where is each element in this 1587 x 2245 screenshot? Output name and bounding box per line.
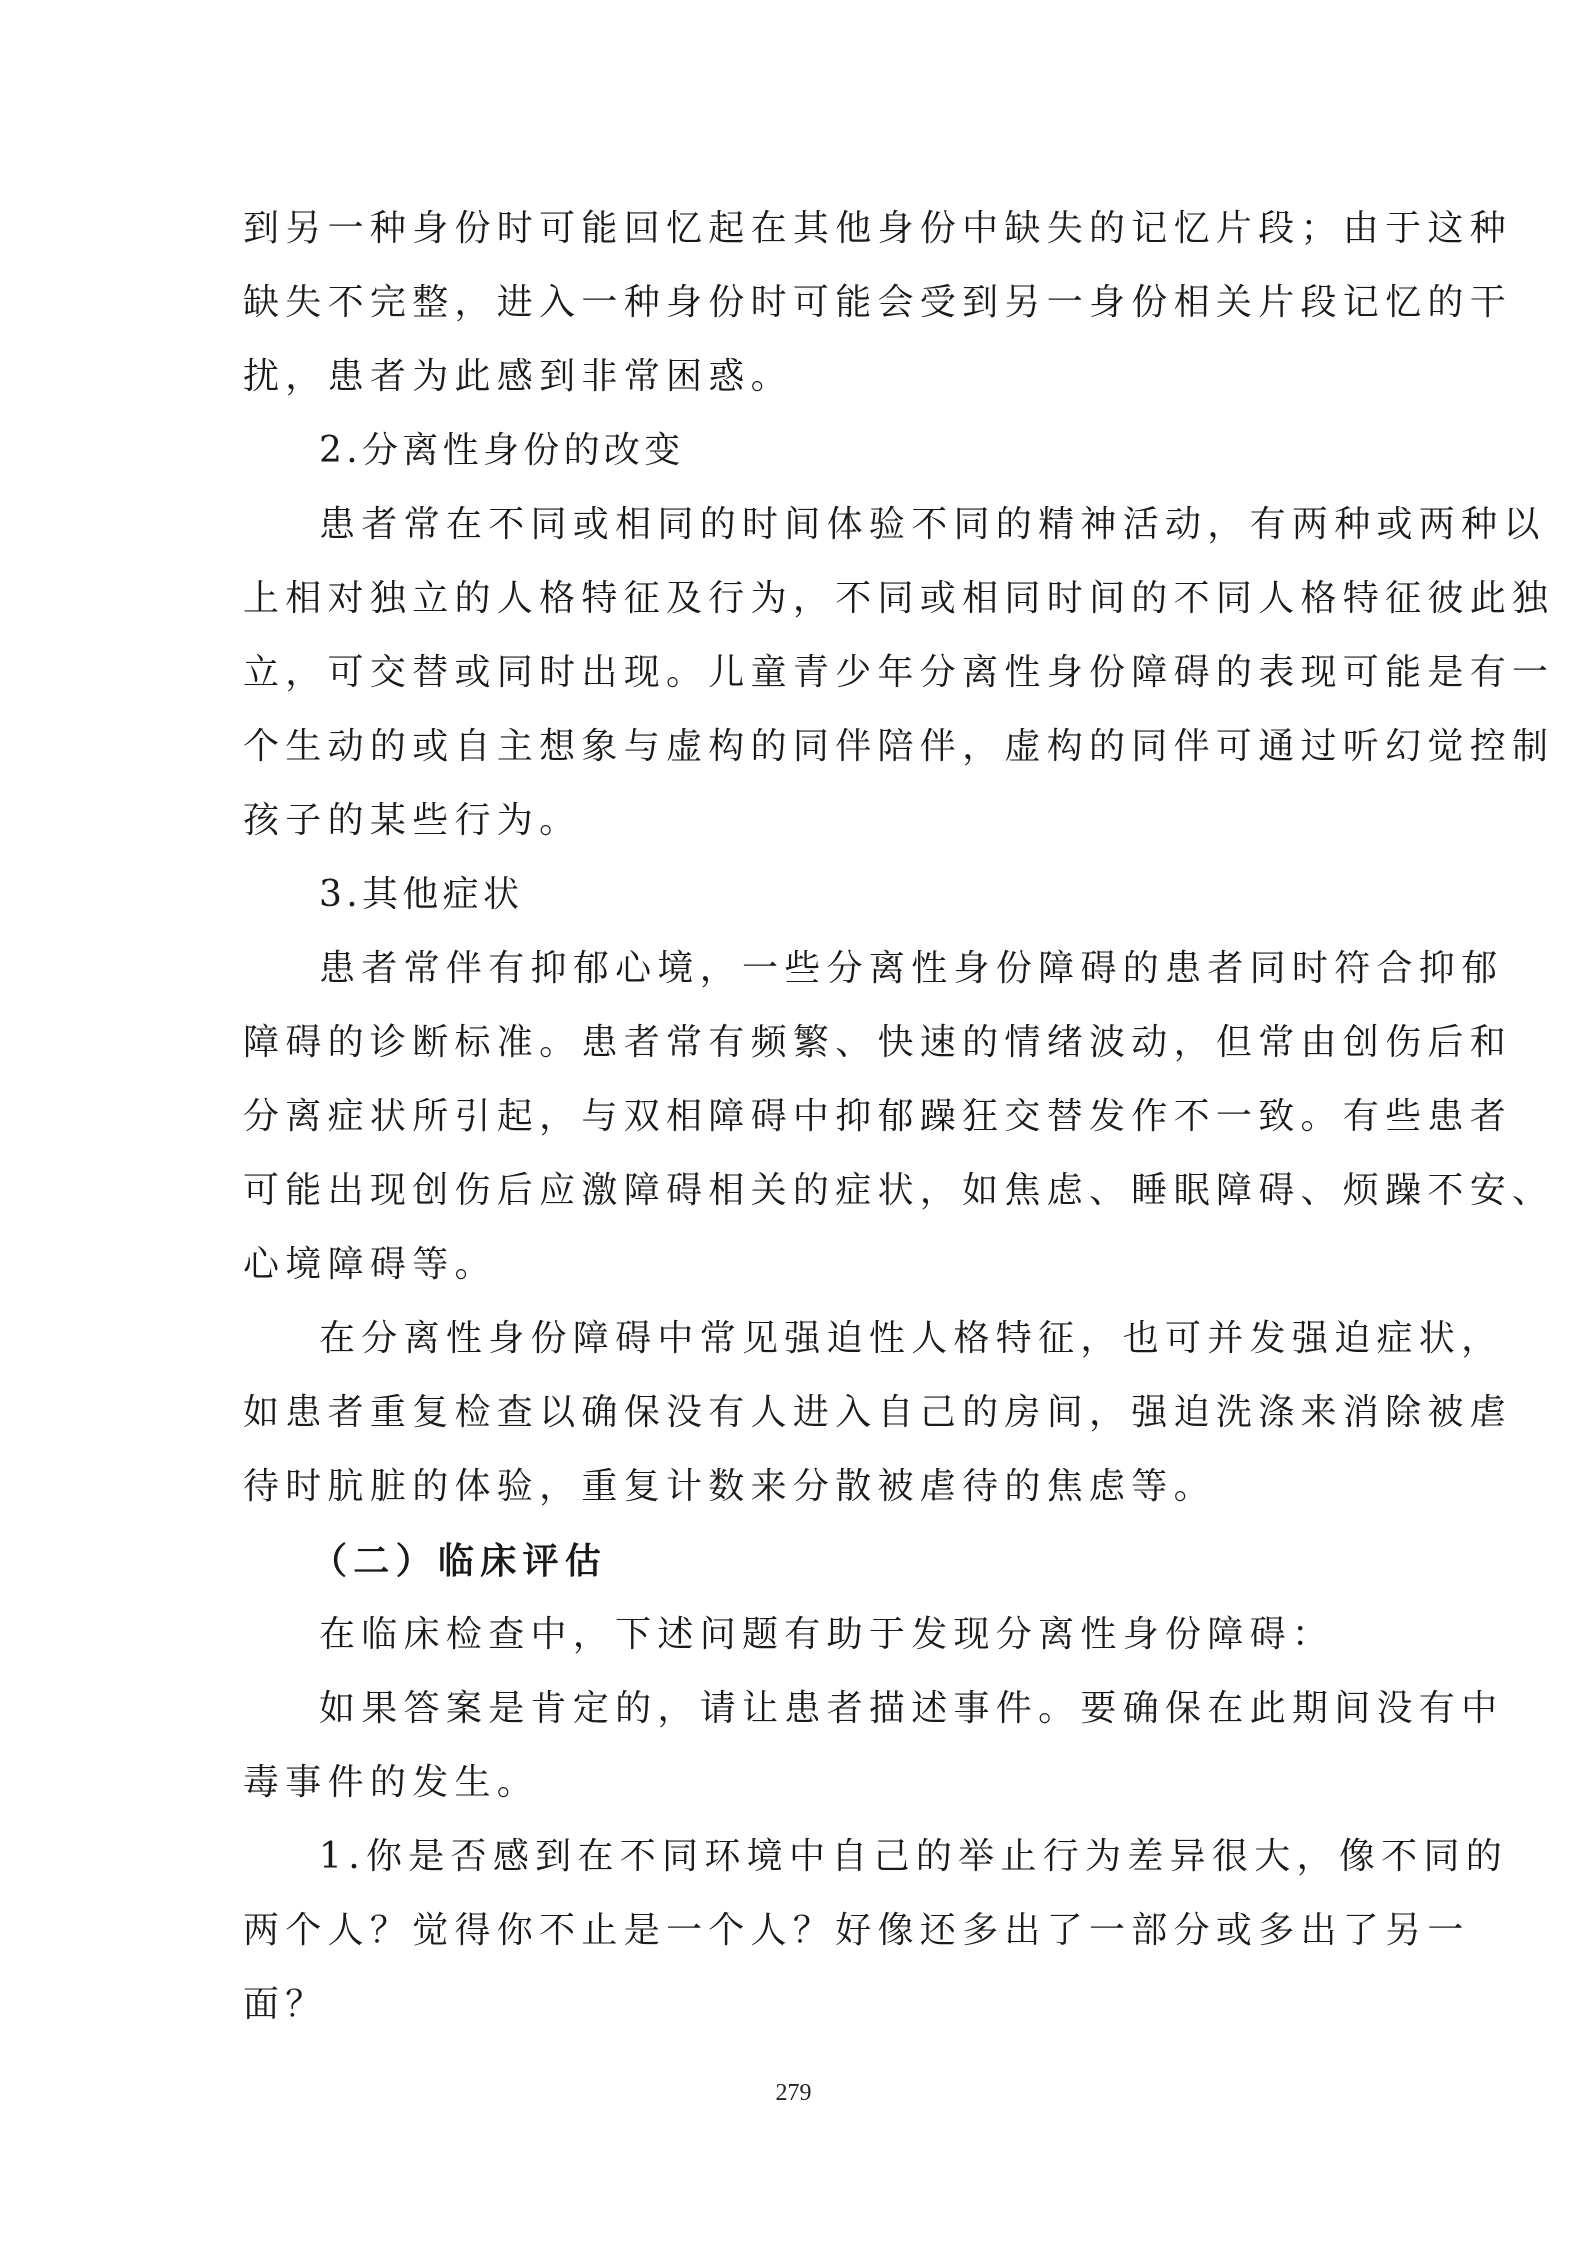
paragraph-line: 待时肮脏的体验，重复计数来分散被虐待的焦虑等。 bbox=[243, 1466, 1216, 1507]
paragraph-line: 如果答案是肯定的，请让患者描述事件。要确保在此期间没有中 bbox=[319, 1688, 1504, 1729]
paragraph-line: 患者常在不同或相同的时间体验不同的精神活动，有两种或两种以 bbox=[319, 504, 1546, 545]
page-number: 279 bbox=[775, 2080, 812, 2106]
paragraph-line: 两个人？觉得你不止是一个人？好像还多出了一部分或多出了另一 bbox=[243, 1910, 1470, 1951]
paragraph-line: 障碍的诊断标准。患者常有频繁、快速的情绪波动，但常由创伤后和 bbox=[243, 1022, 1513, 1063]
paragraph-line: 孩子的某些行为。 bbox=[243, 800, 582, 841]
paragraph-line: 可能出现创伤后应激障碍相关的症状，如焦虑、睡眠障碍、烦躁不安、 bbox=[243, 1170, 1555, 1211]
paragraph-line: 1.你是否感到在不同环境中自己的举止行为差异很大，像不同的 bbox=[319, 1836, 1509, 1877]
subsection-heading: （二）临床评估 bbox=[311, 1540, 608, 1582]
paragraph-line: 在分离性身份障碍中常见强迫性人格特征，也可并发强迫症状， bbox=[319, 1318, 1504, 1359]
paragraph-line: 毒事件的发生。 bbox=[243, 1762, 540, 1803]
paragraph-line: 如患者重复检查以确保没有人进入自己的房间，强迫洗涤来消除被虐 bbox=[243, 1392, 1513, 1433]
paragraph-line: 扰，患者为此感到非常困惑。 bbox=[243, 356, 793, 397]
paragraph-line: 立，可交替或同时出现。儿童青少年分离性身份障碍的表现可能是有一 bbox=[243, 652, 1555, 693]
paragraph-line: 上相对独立的人格特征及行为，不同或相同时间的不同人格特征彼此独 bbox=[243, 578, 1555, 619]
paragraph-line: 在临床检查中，下述问题有助于发现分离性身份障碍： bbox=[319, 1614, 1335, 1655]
paragraph-line: 患者常伴有抑郁心境，一些分离性身份障碍的患者同时符合抑郁 bbox=[319, 948, 1504, 989]
page-body bbox=[243, 192, 1555, 2042]
paragraph-line: 个生动的或自主想象与虚构的同伴陪伴，虚构的同伴可通过听幻觉控制 bbox=[243, 726, 1555, 767]
paragraph-line: 缺失不完整，进入一种身份时可能会受到另一身份相关片段记忆的干 bbox=[243, 282, 1513, 323]
paragraph-line: 心境障碍等。 bbox=[243, 1244, 497, 1285]
section-heading: 3.其他症状 bbox=[319, 874, 524, 915]
paragraph-line: 面？ bbox=[243, 1984, 328, 2025]
paragraph-line: 分离症状所引起，与双相障碍中抑郁躁狂交替发作不一致。有些患者 bbox=[243, 1096, 1513, 1137]
section-heading: 2.分离性身份的改变 bbox=[319, 430, 685, 471]
paragraph-line: 到另一种身份时可能回忆起在其他身份中缺失的记忆片段；由于这种 bbox=[243, 208, 1513, 249]
